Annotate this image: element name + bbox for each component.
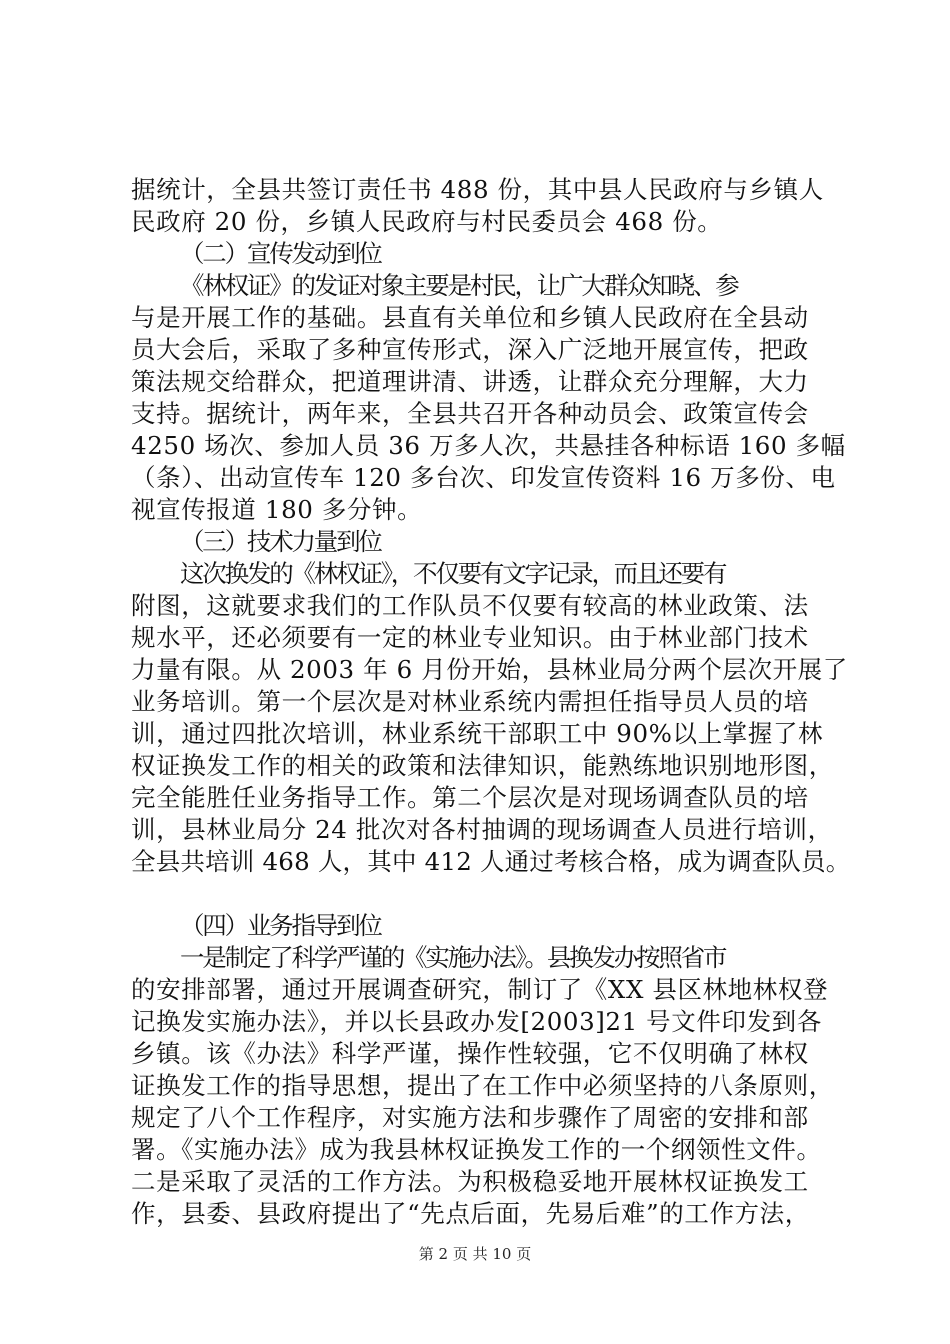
section-heading: （二）宣传发动到位: [180, 239, 381, 268]
body-text-line: 记换发实施办法》，并以长县政办发[2003]21 号文件印发到各: [131, 1007, 822, 1036]
body-text-line: （条）、出动宣传车 120 多台次、印发宣传资料 16 万多份、电: [131, 463, 836, 492]
body-text-line: 力量有限。从 2003 年 6 月份开始，县林业局分两个层次开展了: [131, 655, 848, 684]
body-text-line: 支持。据统计，两年来，全县共召开各种动员会、政策宣传会: [131, 399, 809, 428]
paragraph-first-line: 一是制定了科学严谨的《实施办法》。县换发办按照省市: [180, 943, 726, 972]
body-text-line: 4250 场次、参加人员 36 万多人次，共悬挂各种标语 160 多幅: [131, 431, 846, 460]
paragraph-first-line: 《林权证》的发证对象主要是村民，让广大群众知晓、参: [180, 271, 738, 300]
body-text-line: 与是开展工作的基础。县直有关单位和乡镇人民政府在全县动: [131, 303, 809, 332]
paragraph-first-line: 这次换发的《林权证》，不仅要有文字记录，而且还要有: [180, 559, 726, 588]
body-text-line: 民政府 20 份，乡镇人民政府与村民委员会 468 份。: [131, 207, 723, 236]
body-text-line: 附图，这就要求我们的工作队员不仅要有较高的林业政策、法: [131, 591, 809, 620]
body-text-line: 完全能胜任业务指导工作。第二个层次是对现场调查队员的培: [131, 783, 809, 812]
body-text-line: 的安排部署，通过开展调查研究，制订了《XX 县区林地林权登: [131, 975, 829, 1004]
body-text-line: 员大会后，采取了多种宣传形式，深入广泛地开展宣传，把政: [131, 335, 809, 364]
section-heading: （三）技术力量到位: [180, 527, 381, 556]
body-text-line: 规定了八个工作程序，对实施方法和步骤作了周密的安排和部: [131, 1103, 809, 1132]
body-text-line: 二是采取了灵活的工作方法。为积极稳妥地开展林权证换发工: [131, 1167, 809, 1196]
page-footer: 第 2 页 共 10 页: [418, 1245, 532, 1263]
body-text-line: 视宣传报道 180 多分钟。: [131, 495, 423, 524]
body-text-line: 全县共培训 468 人，其中 412 人通过考核合格，成为调查队员。: [131, 847, 851, 876]
body-text-line: 训，通过四批次培训，林业系统干部职工中 90%以上掌握了林: [131, 719, 824, 748]
body-text-line: 署。《实施办法》成为我县林权证换发工作的一个纲领性文件。: [131, 1135, 822, 1164]
body-text-line: 策法规交给群众，把道理讲清、讲透，让群众充分理解，大力: [131, 367, 809, 396]
body-text-line: 训，县林业局分 24 批次对各村抽调的现场调查人员进行培训，: [131, 815, 833, 844]
body-text-line: 乡镇。该《办法》科学严谨，操作性较强，它不仅明确了林权: [131, 1039, 809, 1068]
section-heading: （四）业务指导到位: [180, 911, 381, 940]
body-text-line: 权证换发工作的相关的政策和法律知识，能熟练地识别地形图，: [131, 751, 834, 780]
body-text-line: 证换发工作的指导思想，提出了在工作中必须坚持的八条原则，: [131, 1071, 834, 1100]
body-text-line: 据统计，全县共签订责任书 488 份，其中县人民政府与乡镇人: [131, 175, 824, 204]
body-text-line: 规水平，还必须要有一定的林业专业知识。由于林业部门技术: [131, 623, 809, 652]
body-text-line: 作，县委、县政府提出了“先点后面，先易后难”的工作方法，: [131, 1199, 810, 1228]
body-text-line: 业务培训。第一个层次是对林业系统内需担任指导员人员的培: [131, 687, 809, 716]
